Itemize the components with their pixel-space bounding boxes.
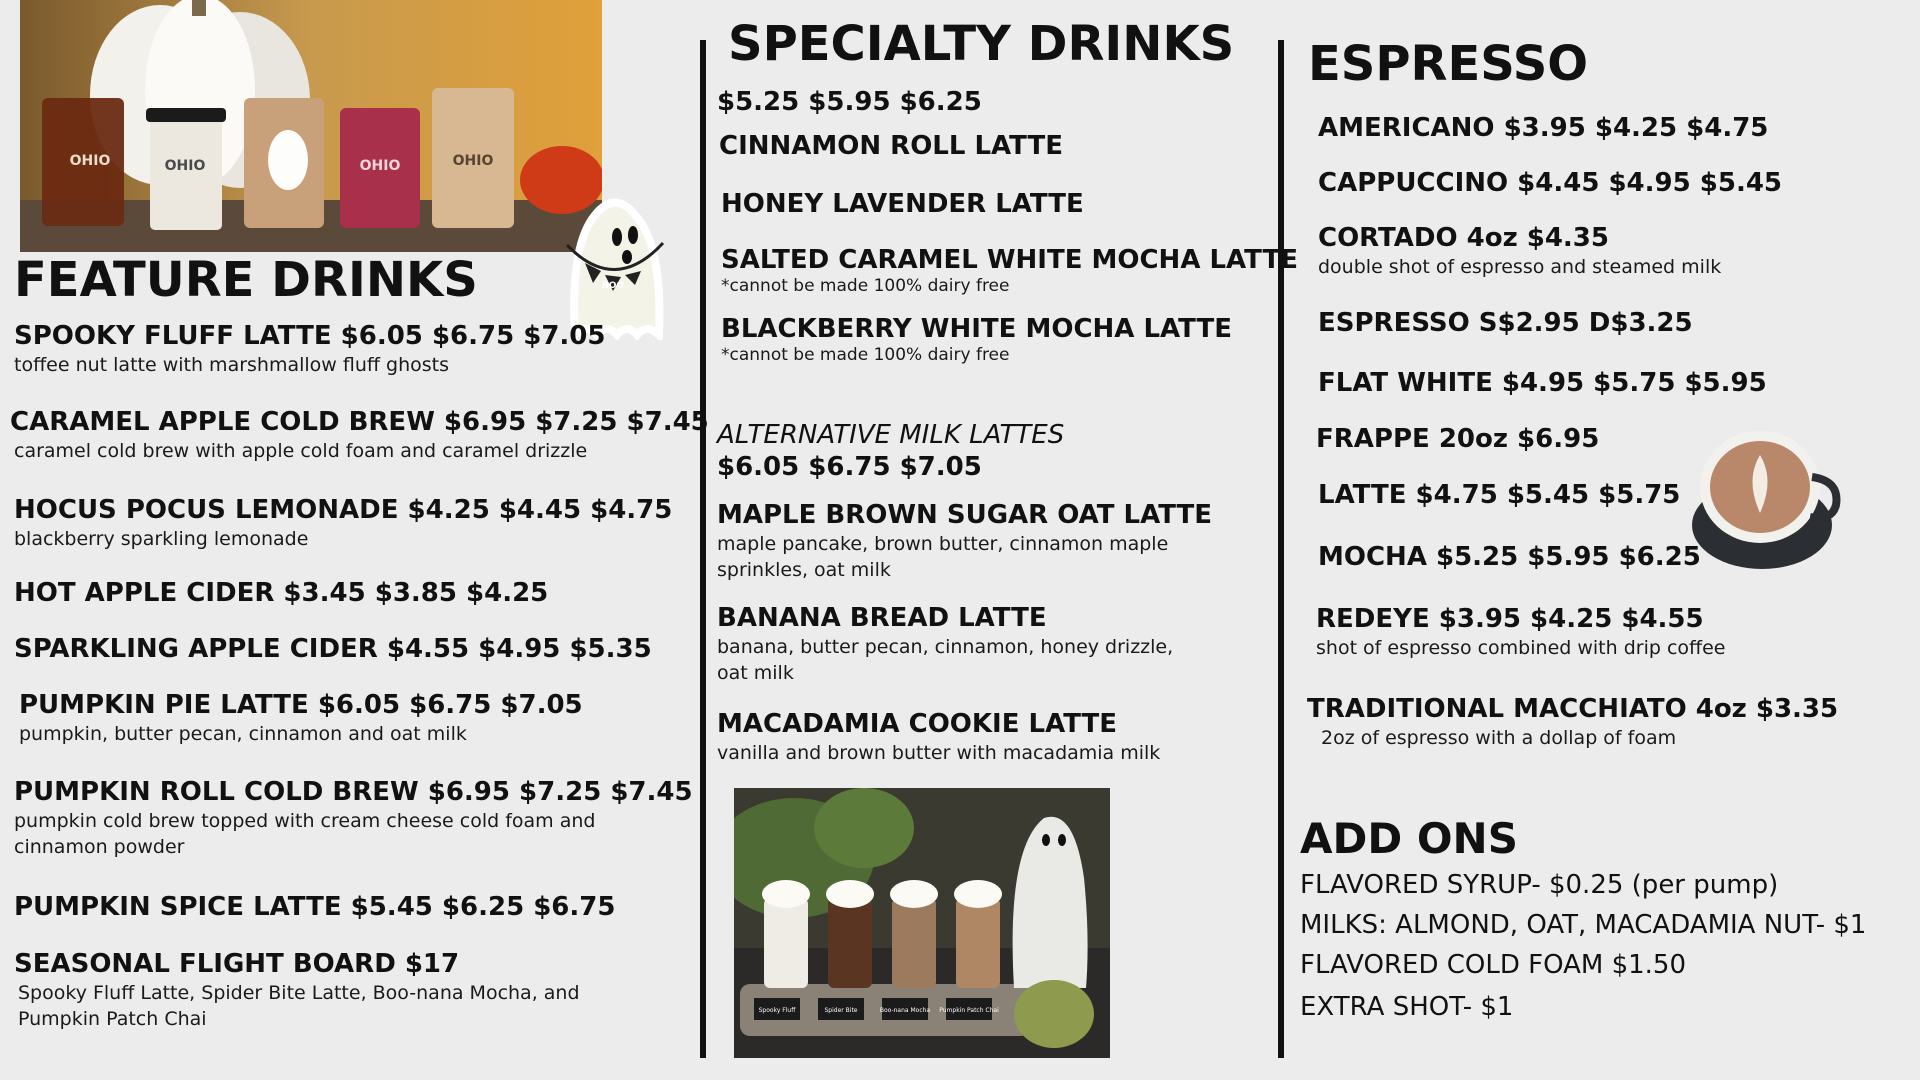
menu-item [14,776,693,860]
menu-item-description: banana, butter pecan, cinnamon, honey drizzle, oat milk [717,636,1174,684]
specialty-drinks-title: SPECIALTY DRINKS [728,16,1235,72]
menu-item-name: FRAPPE 20oz $6.95 [1316,424,1600,454]
menu-item-description: pumpkin, butter pecan, cinnamon and oat milk [19,723,467,745]
cup-label: OHIO [452,153,494,169]
price-line: $5.25 $5.95 $6.25 [717,87,982,117]
menu-item-description: maple pancake, brown butter, cinnamon maple sprinkles, oat milk [717,533,1169,581]
menu-item [1316,603,1726,661]
board-label-1: Spooky Fluff [758,1007,796,1014]
add-on-label: FLAVORED COLD FOAM $1.50 [1300,950,1687,980]
ghost-with-boo-banner-icon [555,185,675,340]
board-label-4: Pumpkin Patch Chai [939,1007,999,1014]
menu-item [14,891,615,923]
menu-item [717,499,1213,583]
menu-item-name: HONEY LAVENDER LATTE [721,189,1084,219]
menu-item-name: CAPPUCCINO $4.45 $4.95 $5.45 [1318,168,1783,198]
menu-item [14,633,652,665]
menu-item-name: TRADITIONAL MACCHIATO 4oz $3.35 [1307,694,1839,724]
menu-item [14,948,604,1032]
menu-item [1318,367,1767,399]
menu-item [721,188,1084,220]
add-on-item [1300,909,1866,941]
menu-item-name: CORTADO 4oz $4.35 [1318,223,1609,253]
menu-item [10,406,709,464]
menu-item-description: pumpkin cold brew topped with cream cheese cold foam and cinnamon powder [14,810,596,858]
menu-item-name: CINNAMON ROLL LATTE [719,131,1063,161]
menu-item-name: PUMPKIN SPICE LATTE $5.45 $6.25 $6.75 [14,892,616,922]
menu-item-name: BANANA BREAD LATTE [717,603,1047,633]
menu-item-description: Spooky Fluff Latte, Spider Bite Latte, Boo-nana Mocha, and Pumpkin Patch Chai [18,982,580,1030]
menu-item-name: HOCUS POCUS LEMONADE $4.25 $4.45 $4.75 [14,495,673,525]
menu-item-description: 2oz of espresso with a dollap of foam [1321,727,1677,749]
menu-item-note: *cannot be made 100% dairy free [721,276,1010,296]
menu-item-name: BLACKBERRY WHITE MOCHA LATTE [721,314,1232,344]
menu-item [717,602,1207,686]
menu-item [14,577,548,609]
menu-item [14,320,605,378]
menu-item-description: double shot of espresso and steamed milk [1318,256,1722,278]
menu-item [721,313,1232,365]
menu-item-description: caramel cold brew with apple cold foam and caramel drizzle [14,440,588,462]
cup-label: OHIO [359,158,401,174]
menu-item [14,494,672,552]
menu-item-name: AMERICANO $3.95 $4.25 $4.75 [1318,113,1769,143]
cup-label: OHIO [69,153,111,169]
menu-item [1318,541,1701,573]
alternative-milk-header [717,419,1064,483]
add-on-label: EXTRA SHOT- $1 [1300,992,1514,1022]
add-on-item [1300,991,1513,1023]
board-label-3: Boo-nana Mocha [879,1007,931,1014]
menu-item-note: *cannot be made 100% dairy free [721,345,1010,365]
menu-item-name: PUMPKIN PIE LATTE $6.05 $6.75 $7.05 [19,690,583,720]
menu-item-name: SPOOKY FLUFF LATTE $6.05 $6.75 $7.05 [14,321,606,351]
menu-item-name: MOCHA $5.25 $5.95 $6.25 [1318,542,1701,572]
menu-item-name: REDEYE $3.95 $4.25 $4.55 [1316,604,1704,634]
menu-item [721,244,1298,296]
add-on-item [1300,949,1686,981]
specialty-prices [717,86,982,118]
add-on-label: MILKS: ALMOND, OAT, MACADAMIA NUT- $1 [1300,910,1867,940]
menu-item-name: FLAT WHITE $4.95 $5.75 $5.95 [1318,368,1767,398]
alternative-milk-title: ALTERNATIVE MILK LATTES [717,420,1065,450]
menu-item-description: shot of espresso combined with drip coffee [1316,637,1726,659]
add-ons-title: ADD ONS [1300,814,1518,863]
menu-item-description: vanilla and brown butter with macadamia milk [717,742,1161,764]
add-on-item [1300,869,1778,901]
espresso-title: ESPRESSO [1308,36,1589,92]
menu-item [19,689,583,747]
feature-drinks-title: FEATURE DRINKS [14,252,478,308]
menu-item [717,708,1160,766]
menu-item [1318,479,1680,511]
menu-item-description: blackberry sparkling lemonade [14,528,309,550]
menu-item-name: ESPRESSO S$2.95 D$3.25 [1318,308,1693,338]
menu-item-name: SEASONAL FLIGHT BOARD $17 [14,949,460,979]
menu-item [1318,112,1768,144]
add-on-label: FLAVORED SYRUP- $0.25 (per pump) [1300,870,1779,900]
menu-item [1316,423,1599,455]
menu-item [1318,222,1721,280]
menu-item-description: toffee nut latte with marshmallow fluff ghosts [14,354,449,376]
latte-art-cup-icon [1690,425,1848,573]
menu-item-name: MACADAMIA COOKIE LATTE [717,709,1118,739]
column-divider-left [700,40,706,1058]
price-line: $6.05 $6.75 $7.05 [717,452,982,482]
flight-board-photo [734,788,1110,1058]
menu-item-name: SALTED CARAMEL WHITE MOCHA LATTE [721,245,1298,275]
menu-item [1307,693,1838,751]
column-divider-right [1278,40,1284,1058]
menu-item [1318,307,1693,339]
menu-item-name: PUMPKIN ROLL COLD BREW $6.95 $7.25 $7.45 [14,777,693,807]
menu-item-name: LATTE $4.75 $5.45 $5.75 [1318,480,1681,510]
cup-label: OHIO [164,158,206,174]
board-label-2: Spider Bite [824,1007,858,1014]
menu-item [719,130,1063,162]
pumpkin-and-drinks-photo [20,0,602,252]
ghost-banner-text: BOO [601,281,625,291]
menu-item-name: SPARKLING APPLE CIDER $4.55 $4.95 $5.35 [14,634,652,664]
menu-item-name: HOT APPLE CIDER $3.45 $3.85 $4.25 [14,578,549,608]
menu-item-name: MAPLE BROWN SUGAR OAT LATTE [717,500,1213,530]
menu-item [1318,167,1782,199]
menu-item-name: CARAMEL APPLE COLD BREW $6.95 $7.25 $7.45 [10,407,709,437]
